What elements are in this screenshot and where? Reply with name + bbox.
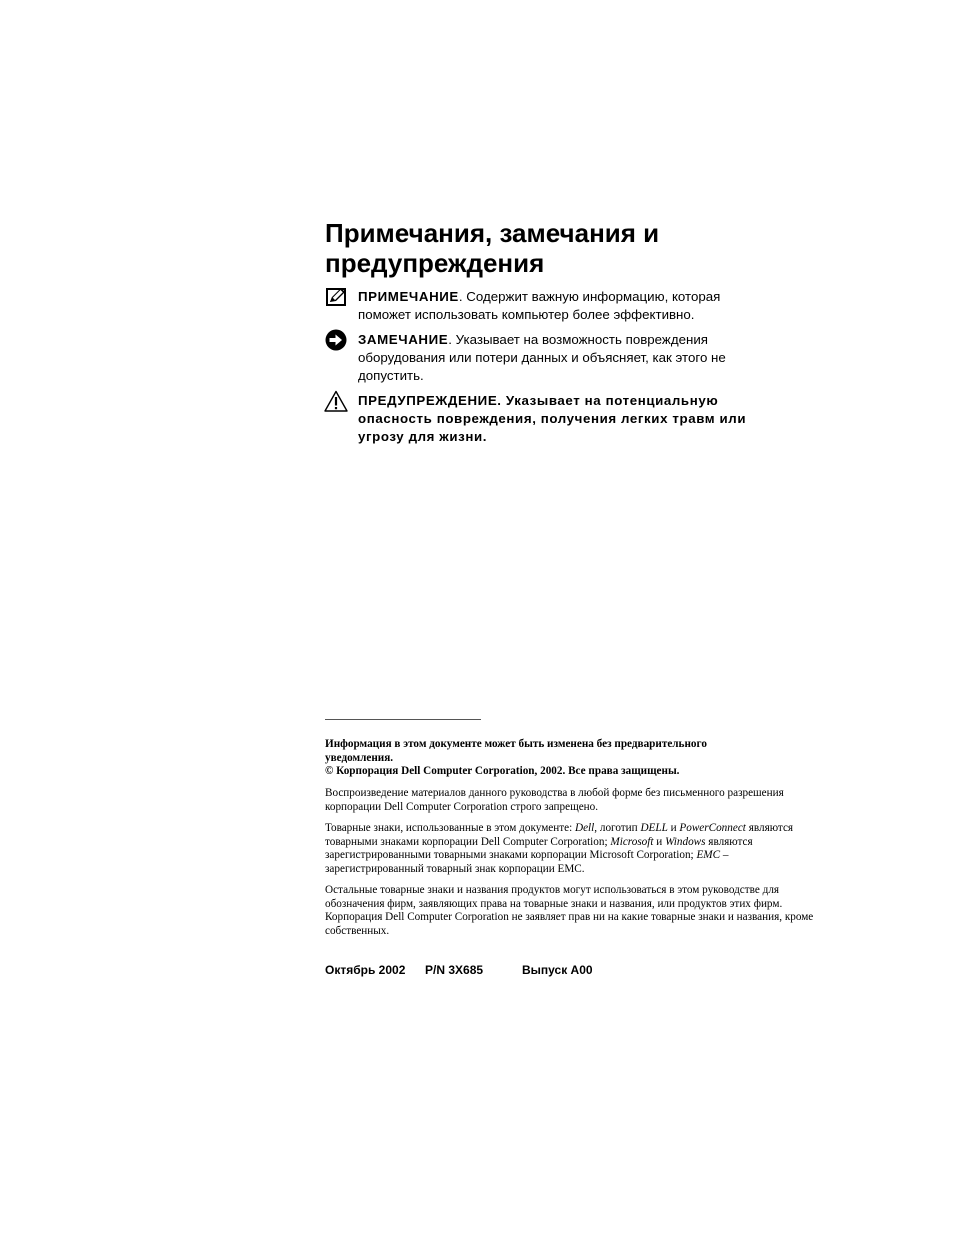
other-trademarks-text: Остальные товарные знаки и названия продуктов могут использоваться в этом руководстве для обозначения фирм, заявляющих права на товарные знаки и названия, или продуктов этих фирм. Корпорация Dell Computer Corporation не заявляет прав ни на какие товарные знаки и названия, кроме собственных. — [325, 884, 814, 937]
tm-dell: Dell — [575, 822, 595, 834]
tm-windows: Windows — [665, 835, 706, 848]
warning-label: ПРЕДУПРЕЖДЕНИЕ — [358, 393, 498, 408]
tm-and-1: и — [667, 822, 680, 834]
reproduction-notice — [325, 787, 815, 814]
footer-revision: Выпуск A00 — [522, 963, 593, 977]
reproduction-text: Воспроизведение материалов данного руководства в любой форме без письменного разрешения корпорации Dell Computer Corporation строго запрещено. — [325, 787, 784, 813]
notice-block — [324, 331, 764, 385]
warning-body: . Указывает на потенциальную опасность повреждения, получения легких травм или угрозу для жизни. — [358, 393, 747, 444]
tm-powerconnect: PowerConnect — [679, 822, 746, 834]
info-line-1: Информация в этом документе может быть изменена без предварительного — [325, 738, 707, 750]
title-line-2: предупреждения — [325, 248, 545, 278]
pencil-note-icon — [324, 286, 348, 308]
page-title — [325, 218, 785, 278]
tm-part-3: являются товарными знаками корпорации Dell Computer Corporation; — [325, 822, 794, 848]
footer-date: Октябрь 2002 — [325, 963, 406, 977]
warning-block — [324, 392, 764, 446]
copyright: © Корпорация Dell Computer Corporation, 2002. Все права защищены. — [325, 765, 680, 778]
tm-microsoft: Microsoft — [610, 835, 654, 848]
notice-text — [358, 331, 764, 385]
tm-emc: EMC — [696, 849, 721, 862]
arrow-circle-icon — [324, 329, 348, 351]
trademarks-text — [325, 822, 815, 876]
info-line-2: уведомления. — [325, 751, 394, 764]
footnote-rule — [325, 719, 481, 720]
tm-part-2: , логотип — [594, 822, 641, 834]
notice-body: . Указывает на возможность повреждения оборудования или потери данных и объясняет, как этого не допустить. — [358, 332, 726, 383]
note-block — [324, 288, 764, 324]
other-trademarks-notice — [325, 884, 815, 938]
tm-part-5: – зарегистрированный товарный знак корпорации EMC. — [325, 849, 729, 875]
title-line-1: Примечания, замечания и — [325, 218, 660, 248]
notice-label: ЗАМЕЧАНИЕ — [358, 332, 449, 347]
note-text — [358, 288, 764, 324]
document-footer — [325, 963, 593, 977]
warning-text — [358, 392, 764, 446]
trademarks-notice — [325, 822, 815, 876]
warning-triangle-icon — [324, 390, 348, 412]
tm-dell-logo: DELL — [640, 822, 668, 834]
tm-part-1: Товарные знаки, использованные в этом документе: — [325, 822, 575, 834]
tm-part-4: являются зарегистрированными товарными знаками корпорации Microsoft Corporation; — [325, 835, 753, 862]
note-body: . Содержит важную информацию, которая поможет использовать компьютер более эффективно. — [358, 289, 721, 322]
tm-and-2: и — [653, 835, 666, 848]
note-label: ПРИМЕЧАНИЕ — [358, 289, 459, 304]
legal-info — [325, 738, 815, 779]
footer-part-number: P/N 3X685 — [425, 963, 484, 977]
